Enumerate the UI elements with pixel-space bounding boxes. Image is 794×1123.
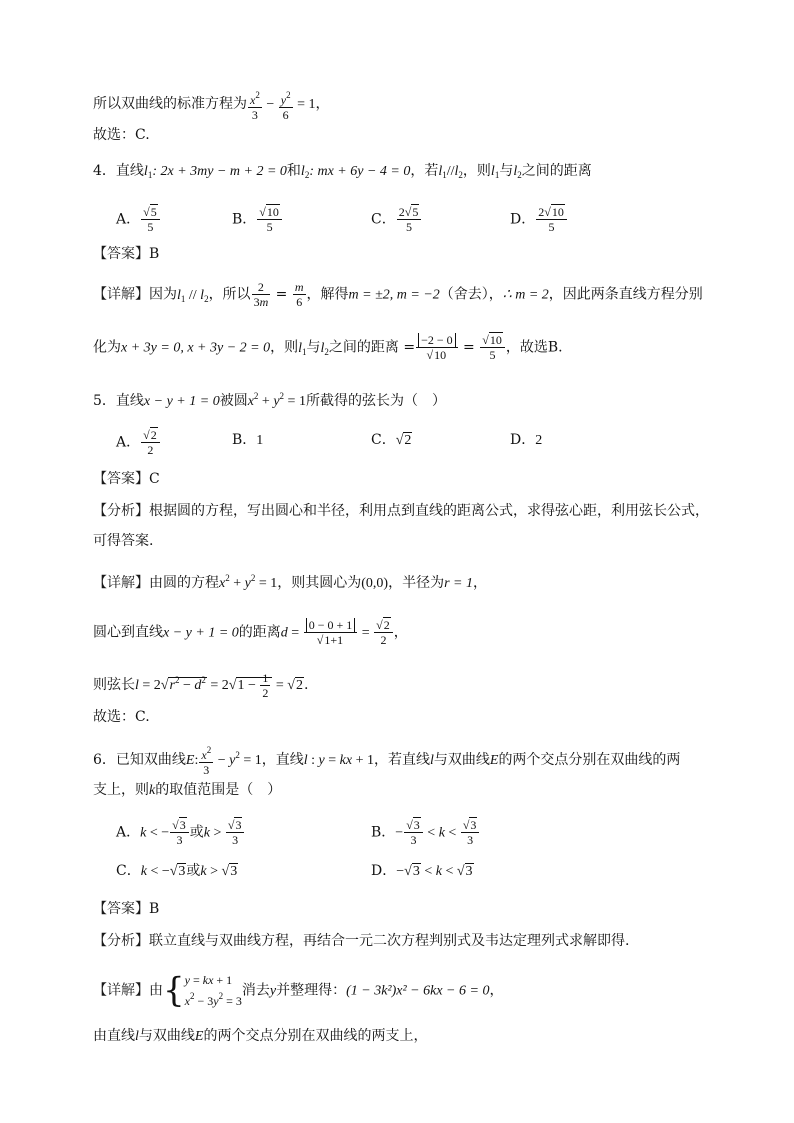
text: 的距离 (238, 624, 281, 641)
answer-value: B (149, 246, 160, 262)
q6-answer (93, 899, 159, 919)
text: ，若直线 (373, 752, 430, 768)
text: ， (489, 982, 504, 999)
math: x + 3y = 0, x + 3y − 2 = 0 (121, 340, 271, 356)
text: 与 (306, 339, 321, 356)
q4-option-a: A． $\frac{√5}{5}$ (116, 205, 161, 234)
text: ，因此两条直线方程分别 (548, 286, 703, 303)
text: 由圆的方程 (149, 575, 219, 591)
text: ，半径为 (388, 575, 445, 591)
math: m = ±2, m = −2 (348, 287, 440, 303)
detail-tag: 【详解】 (93, 982, 149, 999)
text: 根据圆的方程，写出圆心和半径，利用点到直线的距离公式，求得弦心距，利用弦长公式， (149, 503, 709, 519)
text: = 1 (255, 576, 278, 591)
answer-value: C. (135, 709, 150, 725)
q4-detail-line2: 化为x + 3y = 0, x + 3y − 2 = 0，则$l_1$与$l_2$之间的距离 = $\frac{-2 - 0}{√10}$ = $\frac{√10}{5}$ ，故选B. (93, 333, 563, 362)
q5-analysis (93, 501, 709, 521)
hyperbola-eq: $\frac{x^2}{3}$ − $\frac{y^2}{6}$ = 1， (250, 90, 330, 122)
analysis-tag: 【分析】 (93, 503, 149, 519)
text: ，则其圆心为 (277, 575, 362, 591)
q6-option-b: B．− $\frac{√3}{3}$ < k < $\frac{√3}{3}$ (371, 818, 480, 847)
q5-option-a: A． $\frac{√2}{2}$ (116, 428, 161, 457)
text: 并整理得： (276, 982, 347, 999)
option-label: D． (510, 211, 536, 228)
option-label: B． (232, 432, 257, 448)
q3-choose-line (93, 125, 150, 145)
text: 的两个交点分别在双曲线的两 (498, 752, 681, 768)
answer-tag: 【答案】 (93, 901, 149, 917)
line1-eq: : 2x + 3my − m + 2 = 0 (152, 164, 287, 179)
option-label: A． (116, 211, 141, 228)
line2-eq: : mx + 6y − 4 = 0 (309, 164, 411, 179)
text: （舍去）， (439, 286, 503, 303)
text: 与双曲线 (433, 752, 490, 768)
q5-option-c: C．√2 (371, 432, 412, 448)
q6-detail-line1: 【详解】由{ y = kx + 1 $x^2 - 3y^2 = 3$ 消去y并整理得：(1 − 3k²)x² − 6kx − 6 = 0， (93, 970, 504, 1011)
q6-stem-cont: 支上，则k的取值范围是（ ） (93, 782, 282, 798)
math: (1 − 3k²)x² − 6kx − 6 = 0 (346, 983, 490, 999)
text: 已知双曲线 (115, 752, 186, 768)
answer-value: C (149, 471, 160, 487)
q6-analysis (93, 931, 629, 951)
text: ，直线 (261, 752, 304, 768)
text: 化为 (93, 339, 121, 356)
q6-stem: 6．已知双曲线E: $\frac{x^2}{3}$ − $y^2 = 1$，直线l : y = kx + 1，若直线l与双曲线E的两个交点分别在双曲线的两 (93, 745, 681, 777)
q4-option-c: C． $\frac{2√5}{5}$ (371, 205, 422, 234)
math: ∴ m = 2 (502, 287, 549, 303)
line-eq: x − y + 1 = 0 (143, 394, 220, 409)
text: 因为 (149, 286, 177, 303)
option-label: B． (232, 211, 257, 228)
text: 故选： (93, 127, 135, 143)
question-number: 5． (93, 393, 116, 409)
q5-option-d (510, 430, 542, 451)
q5-stem: 5．直线x − y + 1 = 0被圆$x^2 + y^2 = 1$所截得的弦长为（ ） (93, 391, 446, 409)
text: 或 (189, 824, 204, 841)
option-label: C． (371, 211, 396, 228)
q5-detail-line2: 圆心到直线x − y + 1 = 0的距离d = $\frac{0 - 0 + 1}{√1+1}$ = $\frac{√2}{2}$ ， (93, 618, 408, 647)
option-label: C． (116, 863, 141, 879)
text: . (303, 677, 309, 693)
text: ，若 (410, 163, 439, 179)
q6-option-a: A．k < − $\frac{√3}{3}$ 或k > $\frac{√3}{3}$ (116, 818, 245, 847)
text: 被圆 (219, 393, 248, 409)
text: 所截得的弦长为（ ） (305, 393, 446, 409)
q5-option-b (232, 430, 263, 451)
text: 的取值范围是（ ） (155, 782, 282, 798)
q5-answer (93, 469, 160, 489)
answer-value: B (149, 901, 160, 917)
detail-tag: 【详解】 (93, 575, 149, 591)
text: 的两个交点分别在双曲线的两支上， (203, 1028, 428, 1044)
text: 消去 (241, 982, 270, 999)
text: 可得答案. (93, 533, 154, 549)
question-number: 4． (93, 163, 116, 179)
text: 直线 (115, 163, 144, 179)
q5-detail-line3: 则弦长$l = 2√r^2 - d^2 = 2√1$ − $\frac{1}{2}$ = √2. (93, 671, 309, 701)
q6-option-c: C．k < −√3或k > √3 (116, 863, 238, 879)
q4-option-d: D． $\frac{2√10}{5}$ (510, 205, 568, 234)
option-label: D． (510, 432, 536, 448)
q4-stem: 4．直线$l_1$: 2x + 3my − m + 2 = 0和$l_2$: mx + 6y − 4 = 0，若$l_1//l_2$，则$l_1$与$l_2$之间的距离 (93, 163, 592, 180)
detail-tag: 【详解】 (93, 286, 149, 303)
q3-standard-equation-line (93, 88, 329, 122)
q4-detail-line1: 【详解】因为$l_1 // l_2$，所以 $\frac{2}{3m}$ = $\frac{m}{6}$ ，解得m = ±2, m = −2（舍去），∴ m = 2，因此两条直线方程分别 (93, 280, 703, 309)
text: 或 (186, 863, 201, 879)
math: (0,0) (361, 576, 389, 591)
option-label: A． (116, 824, 141, 841)
text: ，故选B. (505, 339, 563, 356)
math: r = 1 (444, 576, 473, 591)
text: 圆心到直线 (93, 624, 163, 641)
option-label: A． (116, 434, 141, 451)
text: 联立直线与双曲线方程，再结合一元二次方程判别式及韦达定理列式求解即得. (149, 933, 630, 949)
text: ， (472, 575, 487, 591)
answer-value: C. (135, 127, 150, 143)
text: = 1 (284, 394, 306, 409)
text: 所以双曲线的标准方程为 (93, 96, 247, 113)
q4-answer (93, 244, 159, 264)
q5-detail-line1: 【详解】由圆的方程$x^2 + y^2 = 1$，则其圆心为(0,0)，半径为r = 1， (93, 573, 487, 591)
question-number: 6． (93, 752, 116, 768)
text: ，解得 (306, 286, 349, 303)
text: = 1， (293, 97, 330, 113)
text: ，则 (462, 163, 491, 179)
option-value: 2 (535, 433, 543, 448)
text: 由直线 (93, 1028, 135, 1044)
text: ，则 (270, 339, 299, 356)
option-label: B． (371, 824, 396, 841)
text: 与 (499, 163, 514, 179)
text: 支上，则 (93, 782, 149, 798)
answer-tag: 【答案】 (93, 246, 149, 262)
math: x − y + 1 = 0 (163, 625, 239, 641)
analysis-tag: 【分析】 (93, 933, 149, 949)
q5-analysis-cont (93, 531, 153, 551)
text: 和 (286, 163, 301, 179)
text: 与双曲线 (138, 1028, 195, 1044)
q6-option-d: D．−√3 < k < √3 (371, 863, 473, 879)
text: ，所以 (208, 286, 251, 303)
text: 之间的距离 = (328, 339, 416, 356)
q5-choose (93, 707, 150, 727)
option-value: 1 (256, 433, 264, 448)
option-label: C． (371, 432, 396, 448)
text: 故选： (93, 709, 135, 725)
option-label: D． (371, 863, 397, 879)
text: 则弦长 (93, 677, 135, 693)
text: ， (393, 624, 408, 641)
text: 由 (149, 982, 163, 999)
text: 直线 (115, 393, 144, 409)
q6-detail-line2: 由直线l与双曲线E的两个交点分别在双曲线的两支上， (93, 1028, 428, 1044)
q4-option-b: B． $\frac{√10}{5}$ (232, 205, 283, 234)
text: 之间的距离 (521, 163, 592, 179)
answer-tag: 【答案】 (93, 471, 149, 487)
